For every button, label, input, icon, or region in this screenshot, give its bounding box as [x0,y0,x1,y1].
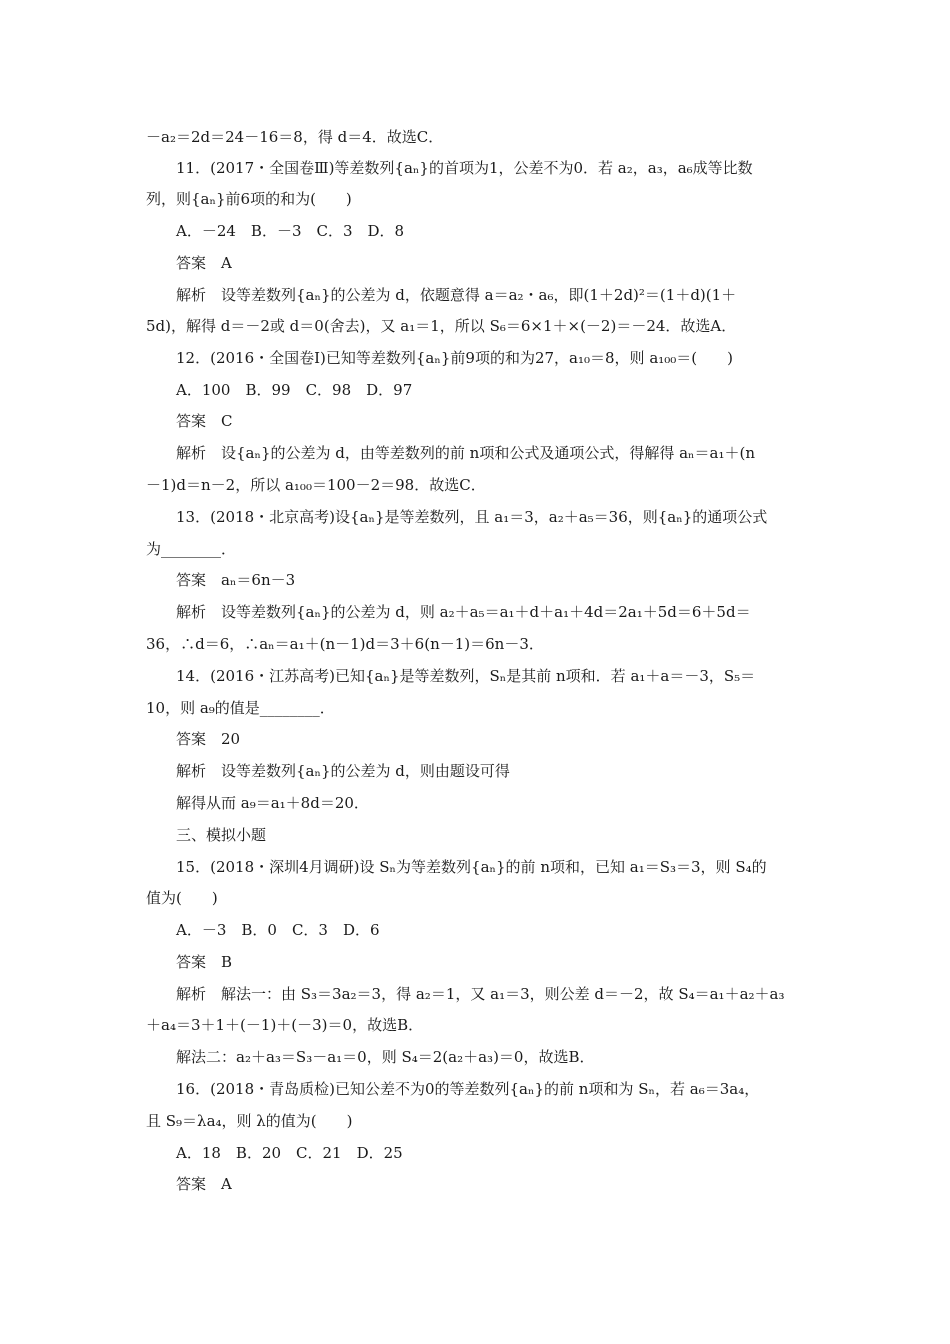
text-line: 36，∴d＝6，∴aₙ＝a₁＋(n－1)d＝3＋6(n－1)＝6n－3． [146,635,544,653]
question-16: 16．(2018・青岛质检)已知公差不为0的等差数列{aₙ}的前 n项和为 Sₙ，若 a₆＝3a₄， [176,1080,760,1098]
text-line: 解法二：a₂＋a₃＝S₃－a₁＝0，则 S₄＝2(a₂＋a₃)＝0，故选B． [176,1048,595,1066]
question-14: 14．(2016・江苏高考)已知{aₙ}是等差数列，Sₙ是其前 n项和．若 a₁＋a＝－3，S₅＝ [176,667,756,685]
answer-15: 答案 B [176,953,233,971]
text-line: 5d)，解得 d＝－2或 d＝0(舍去)，又 a₁＝1，所以 S₆＝6×1＋×(－2)＝－24．故选A． [146,317,737,335]
text-line: 为________． [146,540,237,558]
answer-16: 答案 A [176,1175,232,1193]
text-line: 解得从而 a₉＝a₁＋8d＝20． [176,794,369,812]
answer-13: 答案 aₙ＝6n－3 [176,571,296,589]
text-line: ＋a₄＝3＋1＋(－1)＋(－3)＝0，故选B． [146,1016,424,1034]
answer-12: 答案 C [176,412,233,430]
question-11: 11．(2017・全国卷Ⅲ)等差数列{aₙ}的首项为1，公差不为0．若 a₂，a₃，a₆成等比数 [176,159,753,177]
analysis-14: 解析 设等差数列{aₙ}的公差为 d，则由题设可得 [176,762,510,780]
analysis-15: 解析 解法一：由 S₃＝3a₂＝3，得 a₂＝1，又 a₁＝3，则公差 d＝－2，故 S₄＝a₁＋a₂＋a₃ [176,985,785,1003]
text-line: 值为( ) [146,889,218,907]
options-12: A．100 B．99 C．98 D．97 [176,381,413,399]
text-line: －1)d＝n－2，所以 a₁₀₀＝100－2＝98．故选C． [146,476,486,494]
analysis-12: 解析 设{aₙ}的公差为 d，由等差数列的前 n项和公式及通项公式，得解得 aₙ＝a₁＋(n [176,444,755,462]
answer-14: 答案 20 [176,730,241,748]
question-12: 12．(2016・全国卷Ⅰ)已知等差数列{aₙ}前9项的和为27，a₁₀＝8，则 a₁₀₀＝( ) [176,349,734,367]
question-15: 15．(2018・深圳4月调研)设 Sₙ为等差数列{aₙ}的前 n项和，已知 a₁＝S₃＝3，则 S₄的 [176,858,767,876]
text-line: 10，则 a₉的值是________． [146,699,335,717]
answer-11: 答案 A [176,254,232,272]
options-16: A．18 B．20 C．21 D．25 [176,1144,403,1162]
analysis-13: 解析 设等差数列{aₙ}的公差为 d，则 a₂＋a₅＝a₁＋d＋a₁＋4d＝2a₁＋5d＝6＋5d＝ [176,603,751,621]
text-line: 列，则{aₙ}前6项的和为( ) [146,190,352,208]
text-line: 且 S₉＝λa₄，则 λ的值为( ) [146,1112,353,1130]
question-13: 13．(2018・北京高考)设{aₙ}是等差数列，且 a₁＝3，a₂＋a₅＝36，则{aₙ}的通项公式 [176,508,768,526]
analysis-11: 解析 设等差数列{aₙ}的公差为 d，依题意得 a＝a₂・a₆，即(1＋2d)²＝(1＋d)(1＋ [176,286,737,304]
text-line: －a₂＝2d＝24－16＝8，得 d＝4．故选C． [146,128,444,146]
options-11: A．－24 B．－3 C．3 D．8 [176,222,405,240]
options-15: A．－3 B．0 C．3 D．6 [176,921,380,939]
section-heading: 三、模拟小题 [176,826,267,844]
